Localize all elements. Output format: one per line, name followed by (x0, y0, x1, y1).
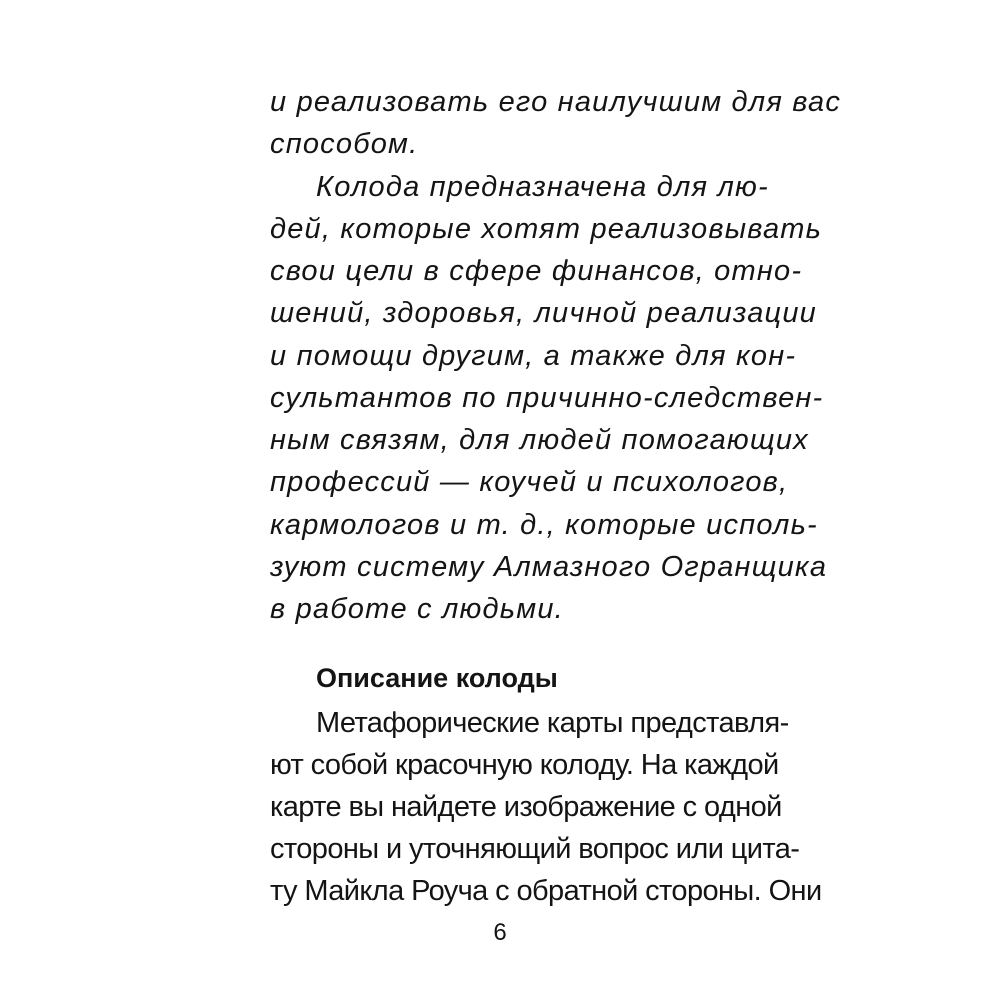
text-line: ным связям, для людей помогающих (270, 424, 809, 456)
page-number: 6 (493, 919, 507, 946)
text-line: Метафорические карты представля- (316, 707, 789, 739)
text-line: зуют систему Алмазного Огранщика (270, 551, 828, 583)
text-line: Колода предназначена для лю- (316, 171, 769, 203)
text-line: свои цели в сфере финансов, отно- (270, 255, 803, 287)
text-line: в работе с людьми. (270, 593, 564, 625)
text-line: кармологов и т. д., которые исполь- (270, 509, 818, 541)
text-line: сультантов по причинно-следствен- (270, 382, 824, 414)
text-line: ту Майкла Роуча с обратной стороны. Они (270, 875, 822, 907)
text-line: ют собой красочную колоду. На каждой (270, 749, 779, 781)
text-line: способом. (270, 128, 419, 160)
text-line: профессий — коучей и психологов, (270, 466, 789, 498)
section-heading: Описание колоды (316, 663, 558, 693)
text-line: и реализовать его наилучшим для вас (270, 86, 842, 118)
text-line: и помощи другим, а также для кон- (270, 340, 797, 372)
text-line: шений, здоровья, личной реализации (270, 297, 817, 329)
text-line: карте вы найдете изображение с одной (270, 791, 782, 823)
text-line: дей, которые хотят реализовывать (270, 213, 823, 245)
text-line: стороны и уточняющий вопрос или цита- (270, 833, 800, 865)
